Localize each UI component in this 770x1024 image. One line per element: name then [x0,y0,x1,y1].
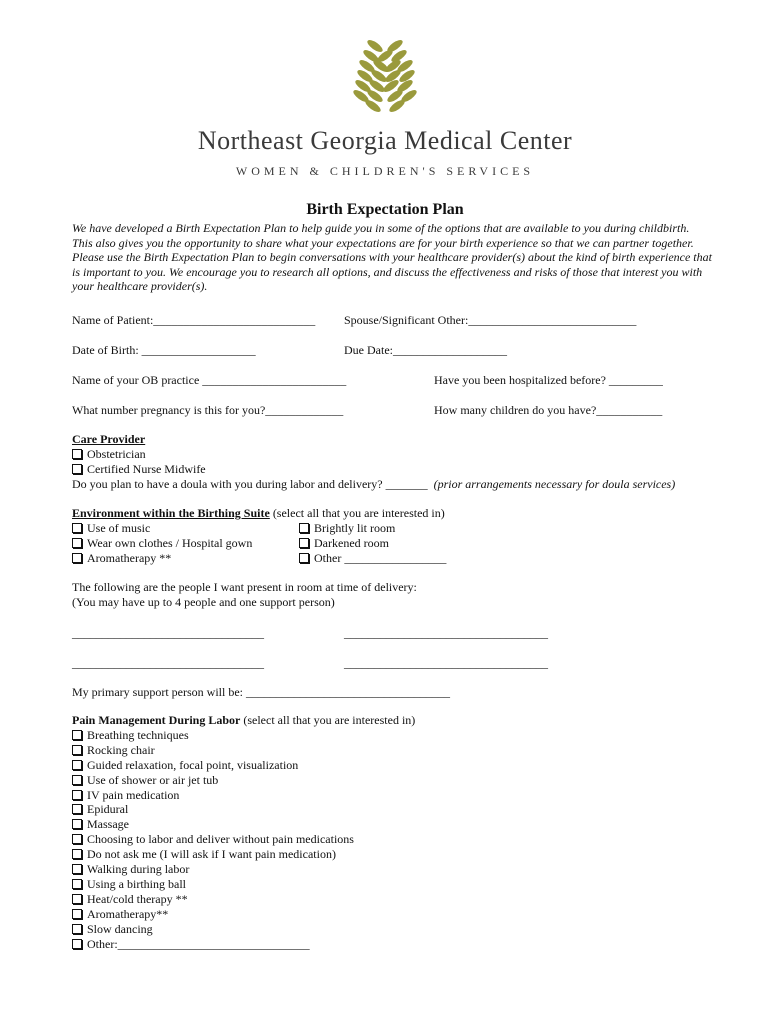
spouse-field[interactable]: Spouse/Significant Other:____________________________ [344,313,637,327]
checkbox-item[interactable]: Walking during labor [72,862,415,877]
checkbox-item[interactable]: Do not ask me (I will ask if I want pain medication) [72,847,415,862]
checkbox-icon[interactable] [72,864,82,874]
ob-practice-field[interactable]: Name of your OB practice ________________________ [72,373,347,387]
checkbox-icon[interactable] [72,538,82,548]
pregnancy-number-field[interactable]: What number pregnancy is this for you?_____________ [72,403,344,417]
logo [0,38,770,118]
checkbox-icon[interactable] [72,464,82,474]
checkbox-icon[interactable] [299,523,309,533]
checkbox-icon[interactable] [72,849,82,859]
checkbox-item[interactable]: Other _________________ [299,551,446,566]
checkbox-item[interactable]: Choosing to labor and deliver without pain medications [72,832,415,847]
checkbox-item[interactable]: IV pain medication [72,788,415,803]
checkbox-icon[interactable] [72,894,82,904]
checkbox-item[interactable]: Use of music [72,521,445,536]
checkbox-item[interactable]: Slow dancing [72,922,415,937]
checkbox-item[interactable]: Breathing techniques [72,728,415,743]
intro-paragraph: We have developed a Birth Expectation Plan to help guide you in some of the options that are available to you during childbirth. This also gives you the opportunity to share what your expectations are for your birth experience so that we can partner together. Please use the Birth Expectation Plan to begin conversations with your healthcare provider(s) about the kind of birth experience that is important to you. We encourage you to research all options, and discuss the effectiveness and risks of those that interest you with your healthcare provider(s). [72,221,712,294]
care-provider-heading: Care Provider [72,432,146,446]
checkbox-icon[interactable] [72,834,82,844]
pain-heading: Pain Management During Labor [72,713,241,727]
support-person-field[interactable]: My primary support person will be: __________________________________ [72,685,450,699]
checkbox-icon[interactable] [72,523,82,533]
care-provider-section [72,432,675,492]
checkbox-item[interactable]: Guided relaxation, focal point, visualization [72,758,415,773]
org-name: Northeast Georgia Medical Center [197,126,573,155]
checkbox-icon[interactable] [72,804,82,814]
checkbox-icon[interactable] [72,879,82,889]
environment-heading: Environment within the Birthing Suite [72,506,270,520]
people-section: The following are the people I want present in room at time of delivery: (You may have up to 4 people and one support person) [72,580,417,609]
checkbox-item[interactable]: Wear own clothes / Hospital gown [72,536,445,551]
environment-section: Environment within the Birthing Suite (select all that you are interested in) Use of music Wear own clothes / Hospital gown Aromatherapy ** [72,506,445,565]
person-blank-4[interactable]: __________________________________ [344,656,548,670]
checkbox-item[interactable]: Use of shower or air jet tub [72,773,415,788]
org-subtitle: WOMEN & CHILDREN'S SERVICES [235,164,535,178]
checkbox-icon[interactable] [72,553,82,563]
person-blank-1[interactable]: ________________________________ [72,626,264,640]
checkbox-icon[interactable] [72,939,82,949]
checkbox-icon[interactable] [299,553,309,563]
checkbox-item[interactable]: Aromatherapy** [72,907,415,922]
children-count-field[interactable]: How many children do you have?___________ [434,403,663,417]
checkbox-icon[interactable] [299,538,309,548]
person-blank-2[interactable]: __________________________________ [344,626,548,640]
checkbox-icon[interactable] [72,730,82,740]
checkbox-icon[interactable] [72,745,82,755]
checkbox-item[interactable]: Massage [72,817,415,832]
checkbox-icon[interactable] [72,760,82,770]
checkbox-icon[interactable] [72,819,82,829]
checkbox-icon[interactable] [72,909,82,919]
checkbox-item[interactable]: Aromatherapy ** [72,551,445,566]
environment-right-options [299,521,446,566]
leaf-branch-icon [345,38,425,118]
checkbox-item[interactable]: Heat/cold therapy ** [72,892,415,907]
checkbox-icon[interactable] [72,790,82,800]
checkbox-item[interactable]: Rocking chair [72,743,415,758]
due-date-field[interactable]: Due Date:___________________ [344,343,507,357]
dob-field[interactable]: Date of Birth: ___________________ [72,343,256,357]
checkbox-item[interactable]: Epidural [72,802,415,817]
doula-question[interactable]: Do you plan to have a doula with you during labor and delivery? _______ (prior arrangements necessary for doula services) [72,476,676,491]
checkbox-item[interactable]: Obstetrician [72,447,675,462]
checkbox-icon[interactable] [72,449,82,459]
checkbox-item[interactable]: Using a birthing ball [72,877,415,892]
doula-note: (prior arrangements necessary for doula services) [433,476,676,491]
checkbox-item[interactable]: Other:________________________________ [72,937,415,952]
hospitalized-field[interactable]: Have you been hospitalized before? _________ [434,373,663,387]
page-title: Birth Expectation Plan [306,201,464,218]
checkbox-icon[interactable] [72,775,82,785]
checkbox-icon[interactable] [72,924,82,934]
patient-name-field[interactable]: Name of Patient:___________________________ [72,313,316,327]
checkbox-item[interactable]: Brightly lit room [299,521,446,536]
person-blank-3[interactable]: ________________________________ [72,656,264,670]
checkbox-item[interactable]: Darkened room [299,536,446,551]
pain-management-section: Pain Management During Labor (select all that you are interested in) Breathing techniques Rocking chair Guided relaxation, focal point, visualization Use of shower or air jet tub IV pain medication Epidural Massage Choosing to labor and deliver without pain medications Do not ask me (I will ask if I want pain medication) Walking during labor Using a birthing ball Heat/cold therapy ** Aromatherapy** Slow dancing Other:________________________________ [72,713,416,951]
checkbox-item[interactable]: Certified Nurse Midwife [72,462,675,477]
